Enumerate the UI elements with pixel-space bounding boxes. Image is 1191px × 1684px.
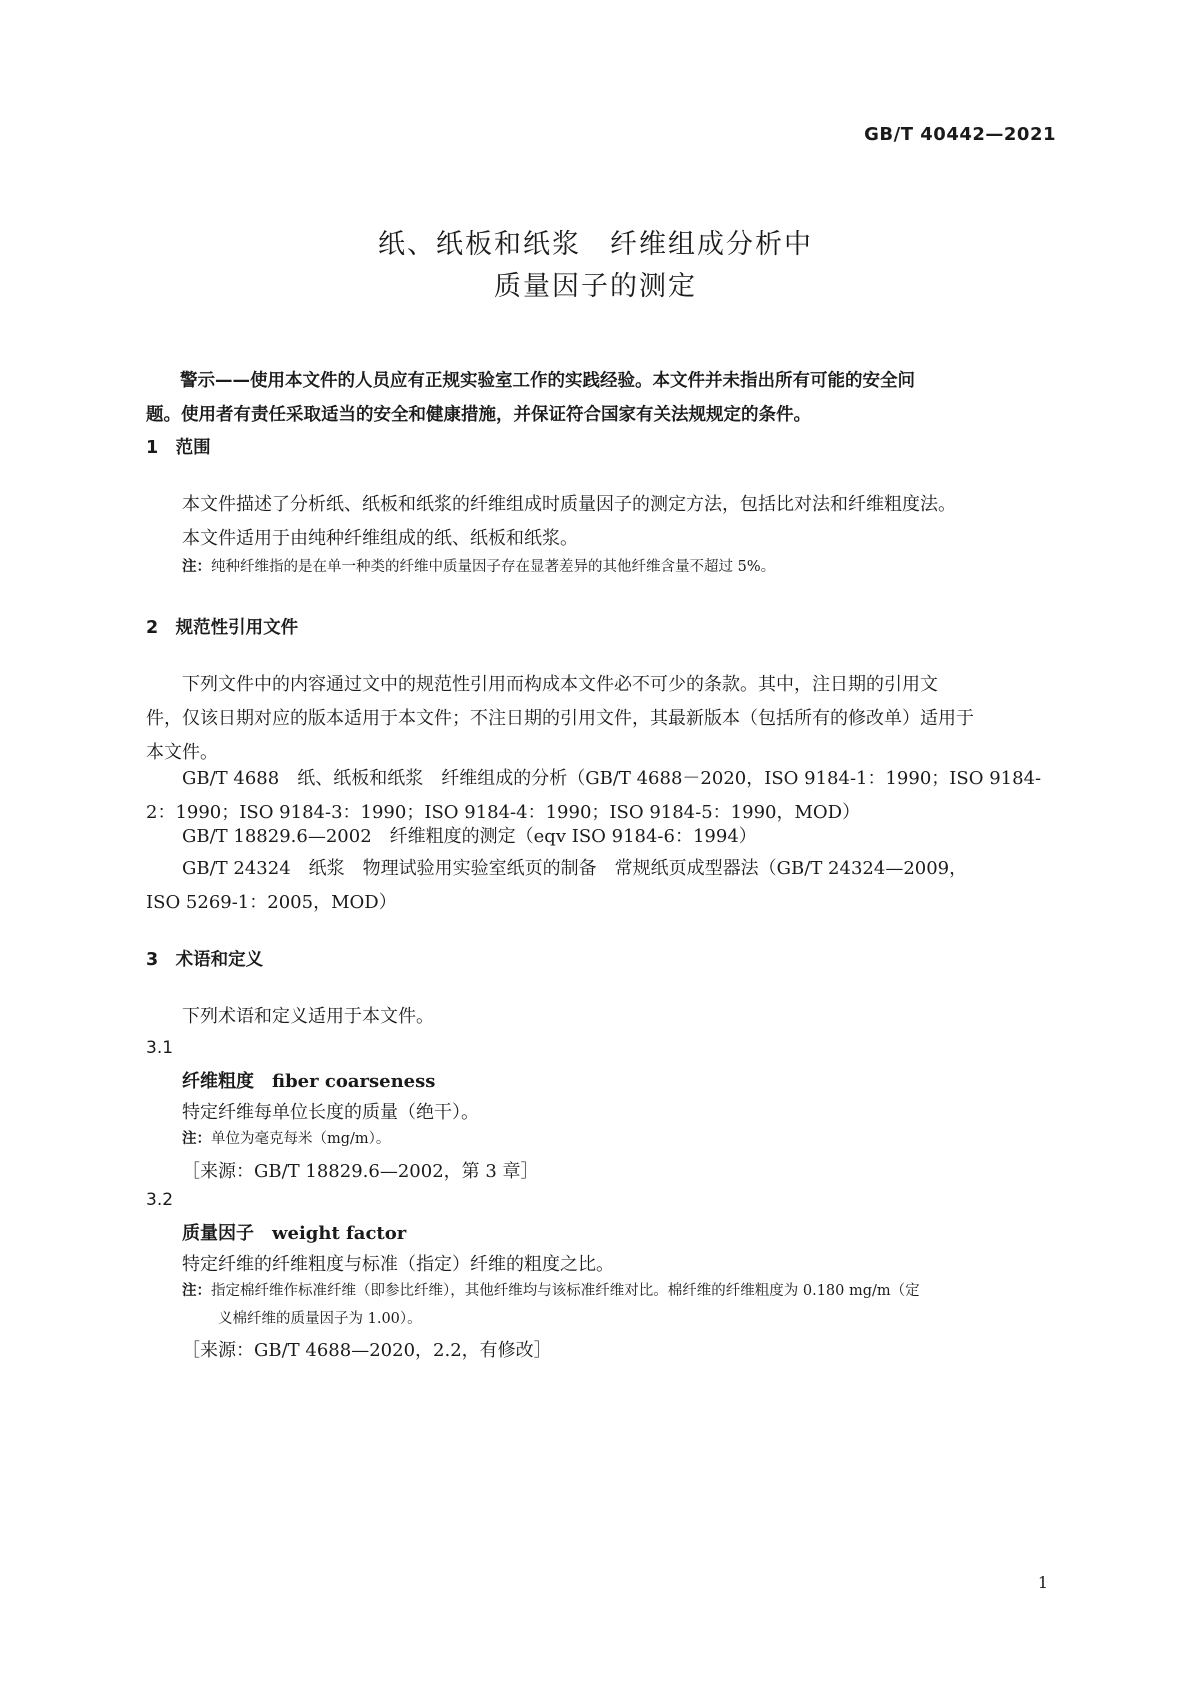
- term-3-2-number: 3.2: [146, 1190, 174, 1210]
- term-3-1-number: 3.1: [146, 1038, 174, 1058]
- section-3-heading: 3 术语和定义: [146, 950, 264, 970]
- page-number: 1: [1037, 1573, 1048, 1592]
- note-label: 注：: [182, 1131, 211, 1147]
- warning-line-2: 题。使用者有责任采取适当的安全和健康措施，并保证符合国家有关法规规定的条件。: [146, 405, 811, 425]
- title-line-1: 纸、纸板和纸浆 纤维组成分析中: [378, 229, 813, 260]
- section-2-heading: 2 规范性引用文件: [146, 618, 299, 638]
- section-1-body: [146, 488, 1060, 556]
- term-3-1-note: [182, 1125, 1060, 1153]
- reference-gbt-24324: [146, 852, 1060, 920]
- standard-number: GB/T 40442—2021: [864, 124, 1056, 145]
- note-text-line-1: 指定棉纤维作标准纤维（即参比纤维），其他纤维均与该标准纤维对比。棉纤维的纤维粗度为 0.180 mg/m（定: [211, 1283, 920, 1299]
- section-2-intro-line-1: 下列文件中的内容通过文中的规范性引用而构成本文件必不可少的条款。其中，注日期的引用文: [182, 674, 938, 695]
- section-2-intro-line-2: 件，仅该日期对应的版本适用于本文件；不注日期的引用文件，其最新版本（包括所有的修改单）适用于: [146, 708, 974, 729]
- note-text: 单位为毫克每米（mg/m）。: [211, 1131, 391, 1147]
- warning-paragraph: [146, 364, 1060, 432]
- title-line-2: 质量因子的测定: [494, 271, 697, 302]
- note-label: 注：: [182, 559, 211, 575]
- section-3-intro: [146, 1000, 1060, 1034]
- section-1-paragraph-2: 本文件适用于由纯种纤维组成的纸、纸板和纸浆。: [182, 528, 578, 549]
- warning-line-1: 警示——使用本文件的人员应有正规实验室工作的实践经验。本文件并未指出所有可能的安全问: [180, 371, 915, 391]
- term-3-2-en: weight factor: [272, 1223, 407, 1244]
- section-1-note: [182, 553, 1060, 581]
- term-3-1-definition: 特定纤维每单位长度的质量（绝干）。: [182, 1102, 479, 1123]
- term-3-1-en: fiber coarseness: [272, 1071, 436, 1092]
- reference-gbt-4688-line-2: 2：1990；ISO 9184-3：1990；ISO 9184-4：1990；ISO 9184-5：1990，MOD）: [146, 802, 861, 823]
- term-3-2-title: [182, 1219, 406, 1245]
- section-3-intro-line: 下列术语和定义适用于本文件。: [182, 1006, 434, 1027]
- term-3-2-source: ［来源：GB/T 4688—2020，2.2，有修改］: [182, 1340, 552, 1361]
- note-text-line-2: 义棉纤维的质量因子为 1.00）。: [218, 1311, 422, 1327]
- section-1-heading: 1 范围: [146, 438, 211, 458]
- reference-gbt-4688-line-1: GB/T 4688 纸、纸板和纸浆 纤维组成的分析（GB/T 4688－2020，ISO 9184-1：1990；ISO 9184-: [182, 768, 1042, 789]
- section-1-paragraph-1: 本文件描述了分析纸、纸板和纸浆的纤维组成时质量因子的测定方法，包括比对法和纤维粗度法。: [182, 494, 956, 515]
- reference-gbt-18829-line: GB/T 18829.6—2002 纤维粗度的测定（eqv ISO 9184-6：1994）: [182, 826, 757, 847]
- section-2-intro: [146, 668, 1060, 770]
- term-3-2-note: [182, 1277, 1060, 1333]
- term-3-2-zh: 质量因子: [182, 1223, 254, 1244]
- term-3-1-title: [182, 1067, 435, 1093]
- term-3-1-source: ［来源：GB/T 18829.6—2002，第 3 章］: [182, 1161, 539, 1182]
- term-3-1-zh: 纤维粗度: [182, 1071, 254, 1092]
- term-3-2-definition: 特定纤维的纤维粗度与标准（指定）纤维的粗度之比。: [182, 1254, 614, 1275]
- reference-gbt-18829: [146, 820, 1060, 854]
- note-label: 注：: [182, 1283, 211, 1299]
- reference-gbt-24324-line-2: ISO 5269-1：2005，MOD）: [146, 892, 397, 913]
- reference-gbt-24324-line-1: GB/T 24324 纸浆 物理试验用实验室纸页的制备 常规纸页成型器法（GB/T 24324—2009，: [182, 858, 968, 879]
- document-title: [0, 224, 1191, 308]
- section-2-intro-line-3: 本文件。: [146, 742, 218, 763]
- note-text: 纯种纤维指的是在单一种类的纤维中质量因子存在显著差异的其他纤维含量不超过 5%。: [211, 559, 776, 575]
